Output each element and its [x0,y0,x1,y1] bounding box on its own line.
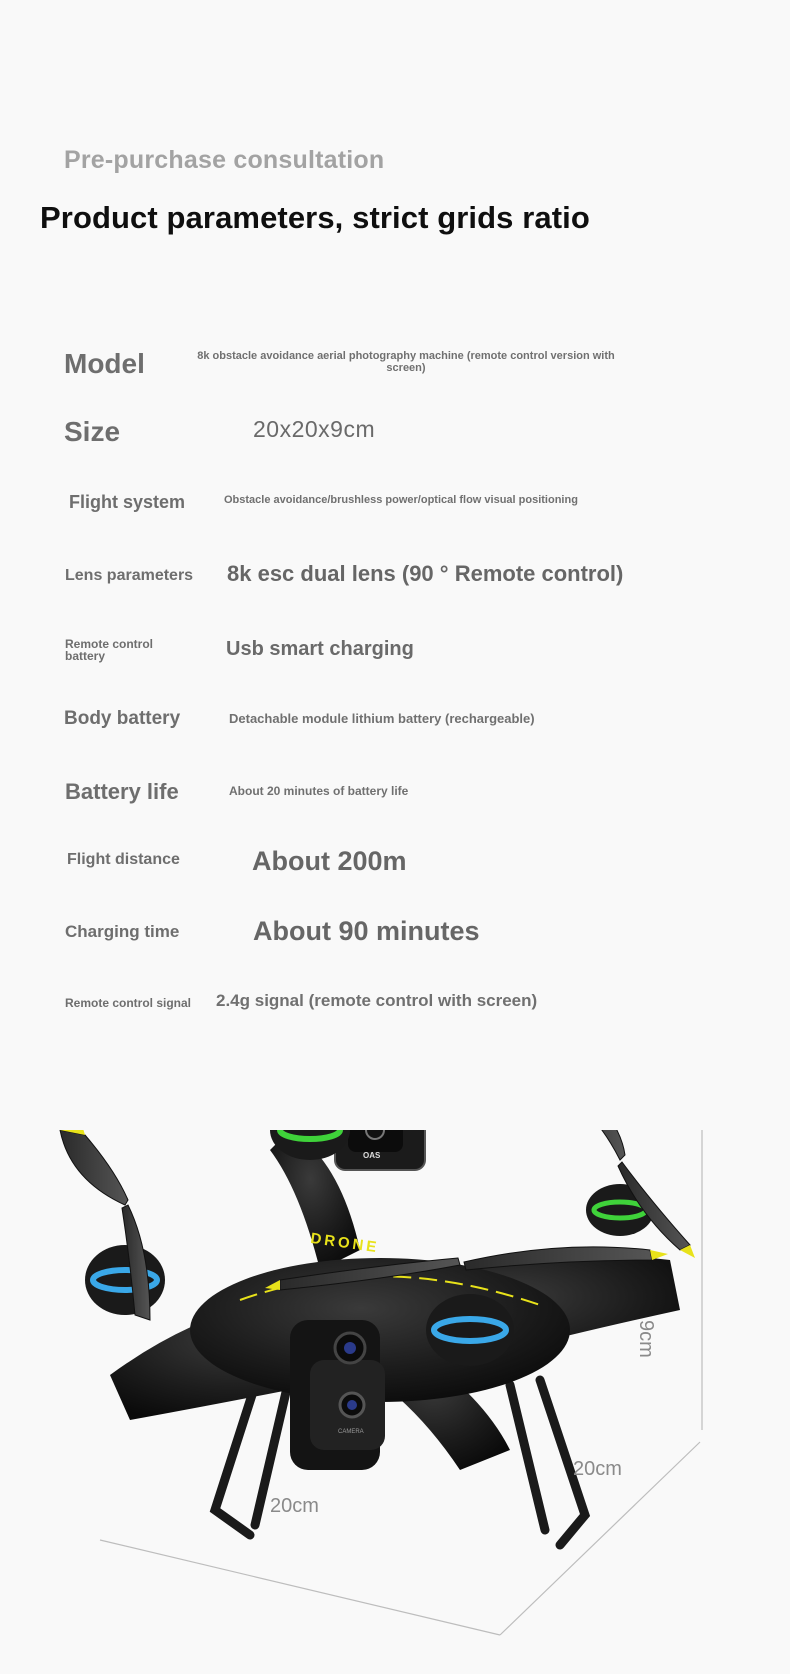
spec-label-signal: Remote control signal [65,996,192,1010]
gimbal-camera [290,1320,385,1470]
drone-illustration [40,1130,760,1660]
spec-label-flight-distance: Flight distance [67,851,180,868]
spec-label-remote-battery: Remote control battery [65,637,154,663]
spec-value-lens: 8k esc dual lens (90 ° Remote control) [227,561,624,586]
spec-label-size: Size [64,416,121,447]
pre-purchase-kicker: Pre-purchase consultation [64,146,385,174]
spec-value-flight-system: Obstacle avoidance/brushless power/optical flow visual positioning [224,494,578,506]
dimension-height-label: 9cm [635,1320,657,1358]
spec-value-signal: 2.4g signal (remote control with screen) [216,991,538,1010]
spec-value-battery-life: About 20 minutes of battery life [229,784,409,798]
spec-value-body-battery: Detachable module lithium battery (rechargeable) [229,711,535,726]
spec-label-battery-life: Battery life [65,779,179,804]
sensor-label: OAS [363,1151,381,1160]
drone-product-image [40,1130,760,1660]
dimension-width-front-label: 20cm [270,1495,319,1517]
spec-label-lens: Lens parameters [65,567,194,584]
camera-label: CAMERA [338,1429,364,1435]
spec-label-model: Model [64,348,145,379]
spec-value-size: 20x20x9cm [253,416,376,442]
drone-brand-text: DRONE [309,1229,381,1257]
spec-value-flight-distance: About 200m [252,846,407,876]
spec-value-model: 8k obstacle avoidance aerial photography machine (remote control version with screen) [197,350,615,374]
dimension-width-right-label: 20cm [573,1458,622,1480]
spec-label-flight-system: Flight system [69,492,186,512]
spec-label-charging-time: Charging time [65,922,180,941]
spec-value-charging-time: About 90 minutes [253,916,480,946]
page-title: Product parameters, strict grids ratio [40,200,590,235]
spec-value-remote-battery: Usb smart charging [226,638,414,660]
spec-label-body-battery: Body battery [64,708,181,729]
